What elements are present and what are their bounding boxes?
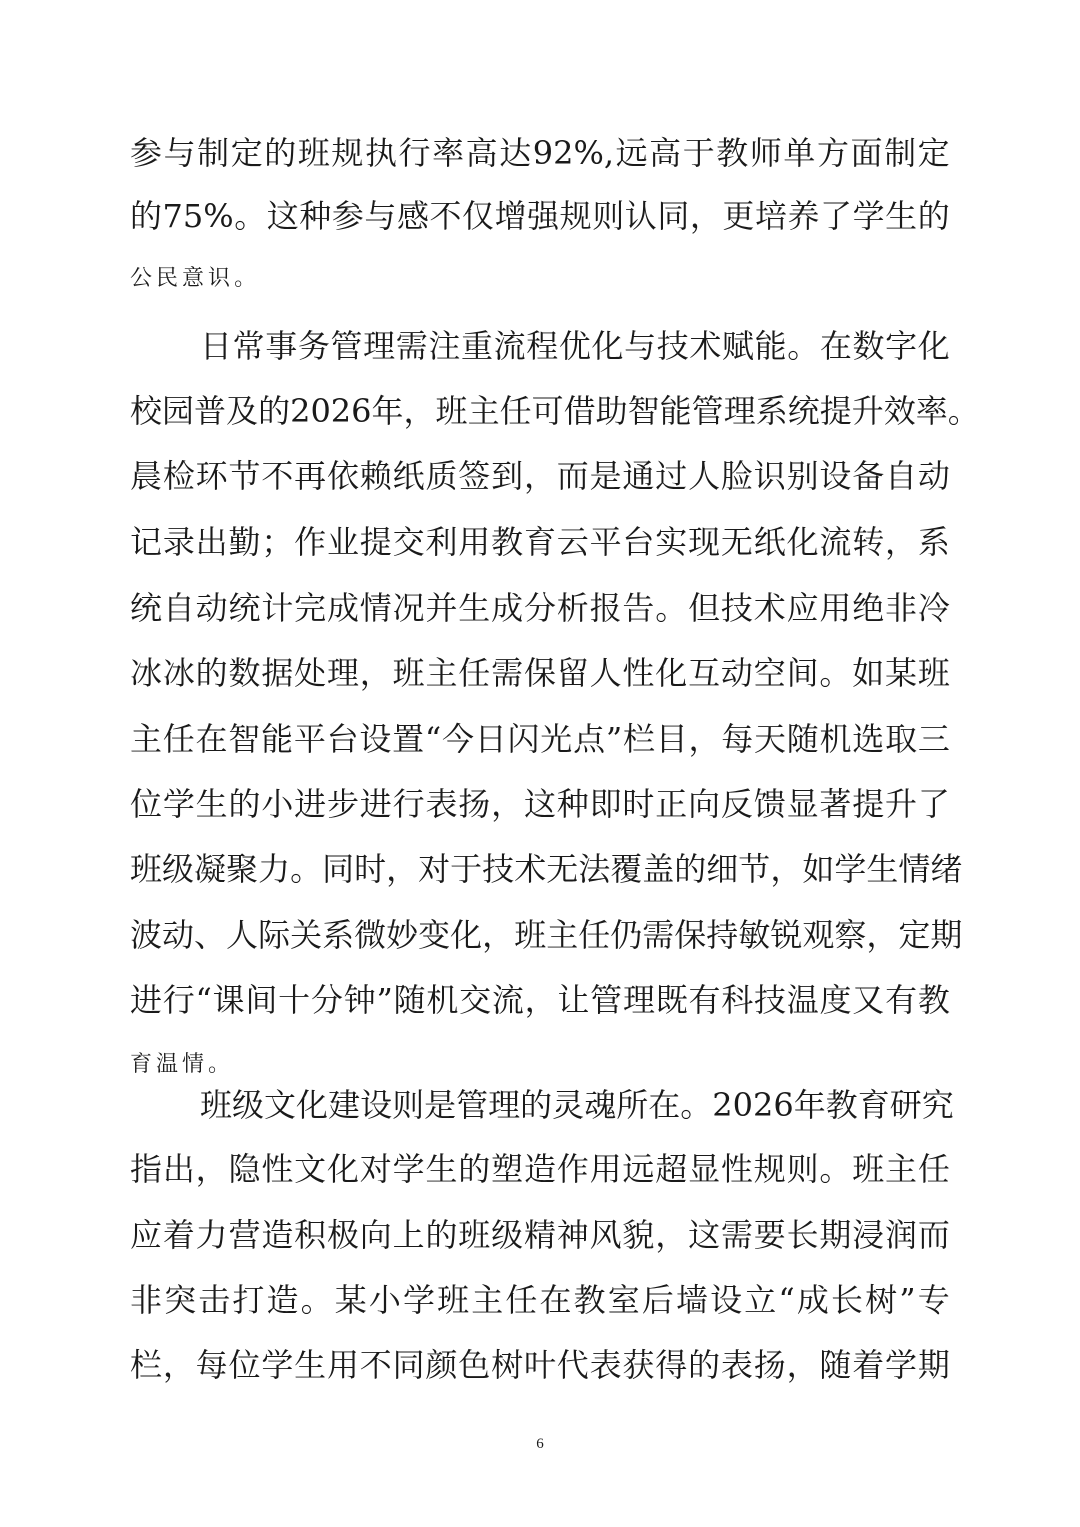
text-line: 栏 ， 每 位 学 生 用 不 同 颜 色 树 叶 代 表 获 得 的 表 扬 ， 随 着 学 期 bbox=[130, 1346, 950, 1384]
text-line: 班 级 凝 聚 力 。 同 时 ， 对 于 技 术 无 法 覆 盖 的 细 节 ， 如 学 生 情 绪 bbox=[130, 850, 963, 888]
text-line: 位 学 生 的 小 进 步 进 行 表 扬 ， 这 种 即 时 正 向 反 馈 显 著 提 升 了 bbox=[130, 785, 950, 823]
text-line: 指 出 ， 隐 性 文 化 对 学 生 的 塑 造 作 用 远 超 显 性 规 则 。 班 主 任 bbox=[130, 1150, 950, 1188]
text-line: 晨 检 环 节 不 再 依 赖 纸 质 签 到 ， 而 是 通 过 人 脸 识 别 设 备 自 动 bbox=[130, 457, 950, 495]
text-line: 的 75% 。 这 种 参 与 感 不 仅 增 强 规 则 认 同 ， 更 培 养 了 学 生 的 bbox=[130, 197, 950, 235]
text-line: 班 级 文 化 建 设 则 是 管 理 的 灵 魂 所 在 。 2026 年 教 育 研 究 bbox=[200, 1086, 954, 1124]
text-line: 非 突 击 打 造 。 某 小 学 班 主 任 在 教 室 后 墙 设 立 “ 成 长 树 ” 专 bbox=[130, 1281, 950, 1319]
text-line: 参 与 制 定 的 班 规 执 行 率 高 达 92%, 远 高 于 教 师 单 方 面 制 定 bbox=[130, 134, 950, 172]
text-line: 公 民 意 识 。 bbox=[130, 266, 257, 291]
text-line: 日 常 事 务 管 理 需 注 重 流 程 优 化 与 技 术 赋 能 。 在 数 字 化 bbox=[200, 327, 950, 365]
page-number: 6 bbox=[536, 1436, 544, 1452]
text-line: 应 着 力 营 造 积 极 向 上 的 班 级 精 神 风 貌 ， 这 需 要 长 期 浸 润 而 bbox=[130, 1216, 950, 1254]
text-line: 主 任 在 智 能 平 台 设 置 “ 今 日 闪 光 点 ” 栏 目 ， 每 天 随 机 选 取 三 bbox=[130, 720, 950, 758]
text-line: 校 园 普 及 的 2026 年 ， 班 主 任 可 借 助 智 能 管 理 系 统 提 升 效 率 。 bbox=[130, 392, 980, 430]
text-line: 波 动 、 人 际 关 系 微 妙 变 化 ， 班 主 任 仍 需 保 持 敏 锐 观 察 ， 定 期 bbox=[130, 916, 963, 954]
text-line: 育 温 情 。 bbox=[130, 1052, 231, 1077]
text-line: 记 录 出 勤 ； 作 业 提 交 利 用 教 育 云 平 台 实 现 无 纸 化 流 转 ， 系 bbox=[130, 523, 950, 561]
text-line: 进 行 “ 课 间 十 分 钟 ” 随 机 交 流 ， 让 管 理 既 有 科 技 温 度 又 有 教 bbox=[130, 981, 950, 1019]
text-line: 冰 冰 的 数 据 处 理 ， 班 主 任 需 保 留 人 性 化 互 动 空 间 。 如 某 班 bbox=[130, 654, 950, 692]
text-line: 统 自 动 统 计 完 成 情 况 并 生 成 分 析 报 告 。 但 技 术 应 用 绝 非 冷 bbox=[130, 589, 950, 627]
